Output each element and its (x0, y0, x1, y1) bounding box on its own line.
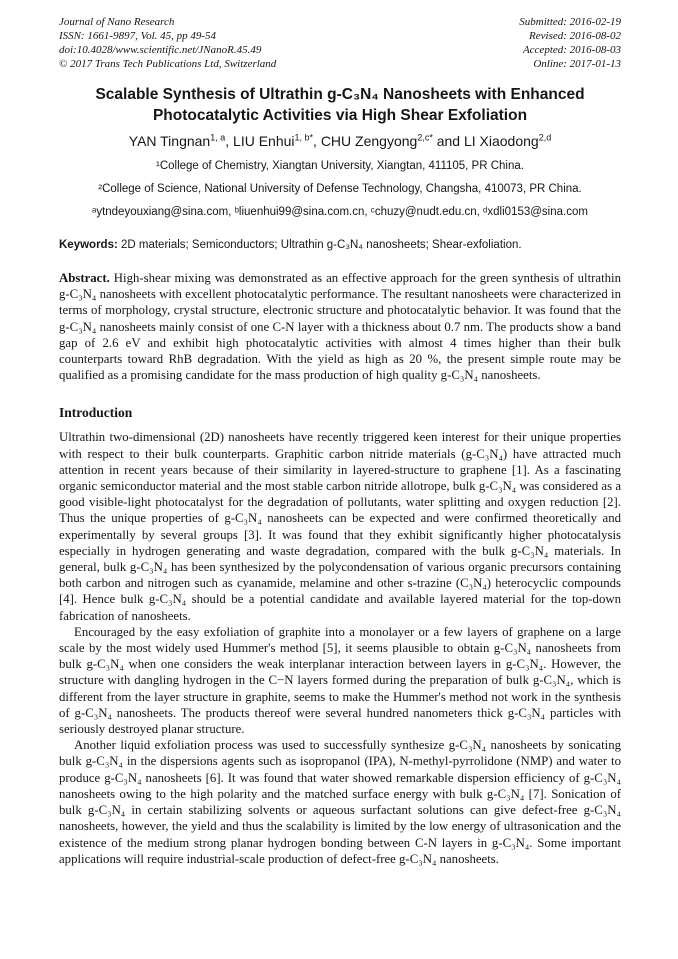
section-heading-introduction: Introduction (59, 405, 133, 421)
abstract-paragraph (59, 270, 621, 383)
author-3-superscript: 2,c* (417, 132, 433, 143)
author-4-name: LI Xiaodong (463, 133, 539, 149)
keywords-line (59, 238, 621, 252)
keywords-text: 2D materials; Semiconductors; Ultrathin g-C₃N₄ nanosheets; Shear-exfoliation. (117, 239, 522, 251)
keywords-label: Keywords: (59, 239, 118, 251)
journal-issn-volume: ISSN: 1661-9897, Vol. 45, pp 49-54 (59, 30, 217, 42)
paper-title: Scalable Synthesis of Ultrathin g-C₃N₄ Nanosheets with Enhanced Photocatalytic Activities via High Shear Exfoliation (95, 86, 585, 124)
author-2-superscript: 1, b* (294, 132, 314, 143)
author-3-separator: and (432, 133, 464, 149)
author-1 (129, 133, 233, 149)
journal-doi: doi:10.4028/www.scientific.net/JNanoR.45.49 (59, 44, 262, 56)
author-emails: ᵃytndeyouxiang@sina.com, ᵇliuenhui99@sina.com.cn, ᶜchuzy@nudt.edu.cn, ᵈxdli0153@sina.com (92, 206, 588, 218)
intro-paragraph-3: Another liquid exfoliation process was used to successfully synthesize g-C₃N₄ nanosheets by sonicating bulk g-C₃N₄ in the dispersions agents such as isopropanol (IPA), N-methyl-pyrrolidone (NMP) and water to produce g-C₃N₄ nanosheets [6]. It was found that water showed remarkable dispersion efficiency of g-C₃N₄ nanosheets owing to the high polarity and the matched surface energy with bulk g-C₃N₄ [7]. Sonication of bulk g-C₃N₄ in certain stabilizing solvents or aqueous surfactant solutions can give defect-free g-C₃N₄ nanosheets, however, the yield and thus the scalability is limited by the low energy of ultrasonication and the existence of the medium strong planar hydrogen bonding between C-N layers in g-C₃N₄. Some important applications will require industrial-scale production of defect-free g-C₃N₄ nanosheets. (59, 738, 621, 866)
author-1-separator: , (225, 133, 234, 149)
author-2-name: LIU Enhui (233, 133, 295, 149)
author-2 (233, 133, 321, 149)
author-2-separator: , (313, 133, 321, 149)
date-revised: Revised: 2016-08-02 (529, 30, 621, 42)
author-3 (321, 133, 464, 149)
author-line (59, 133, 621, 150)
author-4-superscript: 2,d (538, 132, 552, 143)
author-1-superscript: 1, a (210, 132, 226, 143)
date-submitted: Submitted: 2016-02-19 (519, 16, 621, 28)
abstract-text: High-shear mixing was demonstrated as an effective approach for the green synthesis of ultrathin g-C₃N₄ nanosheets with excellent photocatalytic performance. The resultant nanosheets were characterized in terms of morphology, crystal structure, electronic structure and photocatalytic behavior. It was found that the g-C₃N₄ nanosheets mainly consist of one C-N layer with a thickness about 0.7 nm. The products show a band gap of 2.6 eV and exhibit high photocatalytic activities with almost 4 times higher than their bulk counterparts toward RhB degradation. With the yield as high as 20 %, the present simple route may be qualified as a promising candidate for the mass production of high quality g-C₃N₄ nanosheets. (59, 271, 621, 383)
abstract-label: Abstract. (59, 271, 110, 285)
date-accepted: Accepted: 2016-08-03 (522, 44, 621, 56)
date-online: Online: 2017-01-13 (533, 58, 621, 70)
affiliation-2: ²College of Science, National University of Defense Technology, Changsha, 410073, PR China. (98, 183, 582, 195)
intro-paragraph-1: Ultrathin two-dimensional (2D) nanosheets have recently triggered keen interest for their unique properties with respect to their bulk counterparts. Graphitic carbon nitride materials (g-C₃N₄) have attracted much attention in recent years because of their similarity in layered-structure to graphene [1]. As a fascinating organic semiconductor material and the most stable carbon nitride allotrope, bulk g-C₃N₄ was considered as a good visible-light photocatalyst for the degradation of pollutants, water splitting and oxygen reduction [2]. Thus the unique properties of g-C₃N₄ nanosheets can be expected and were confirmed theoretically and experimentally by several groups [3]. It was found that they exhibit significantly higher photocatalysis especially in hydrogen generating and waste degradation, compared with the bulk g-C₃N₄ materials. In general, bulk g-C₃N₄ has been synthesized by the polycondensation of various organic precursors containing both carbon and nitrogen such as cyanamide, melamine and other s-trazine (C₃N₄) heterocyclic compounds [4]. Hence bulk g-C₃N₄ should be a potential candidate and available layered material for the top-down fabrication of nanosheets. (59, 430, 621, 623)
author-3-name: CHU Zengyong (320, 133, 418, 149)
journal-info (59, 15, 276, 71)
journal-name: Journal of Nano Research (59, 16, 175, 28)
author-4 (464, 133, 551, 149)
intro-paragraph-2: Encouraged by the easy exfoliation of graphite into a monolayer or a few layers of graphene on a large scale by the most widely used Hummer's method [5], it seems plausible to obtain g-C₃N₄ nanosheets from bulk g-C₃N₄ when one considers the weak interplanar interaction between layers in g-C₃N₄. However, the structure with dangling hydrogen in the C−N layers formed during the preparation of bulk g-C₃N₄, which is different from the layer structure in graphite, seems to make the Hummer's method not work in the synthesis of g-C₃N₄ nanosheets. The products thereof were several hundred nanometers thick g-C₃N₄ particles with seriously destroyed planar structure. (59, 624, 621, 737)
journal-header (59, 15, 621, 71)
submission-dates (519, 15, 621, 71)
author-1-name: YAN Tingnan (128, 133, 211, 149)
affiliation-1: ¹College of Chemistry, Xiangtan University, Xiangtan, 411105, PR China. (156, 160, 524, 172)
journal-copyright: © 2017 Trans Tech Publications Ltd, Switzerland (59, 58, 277, 70)
